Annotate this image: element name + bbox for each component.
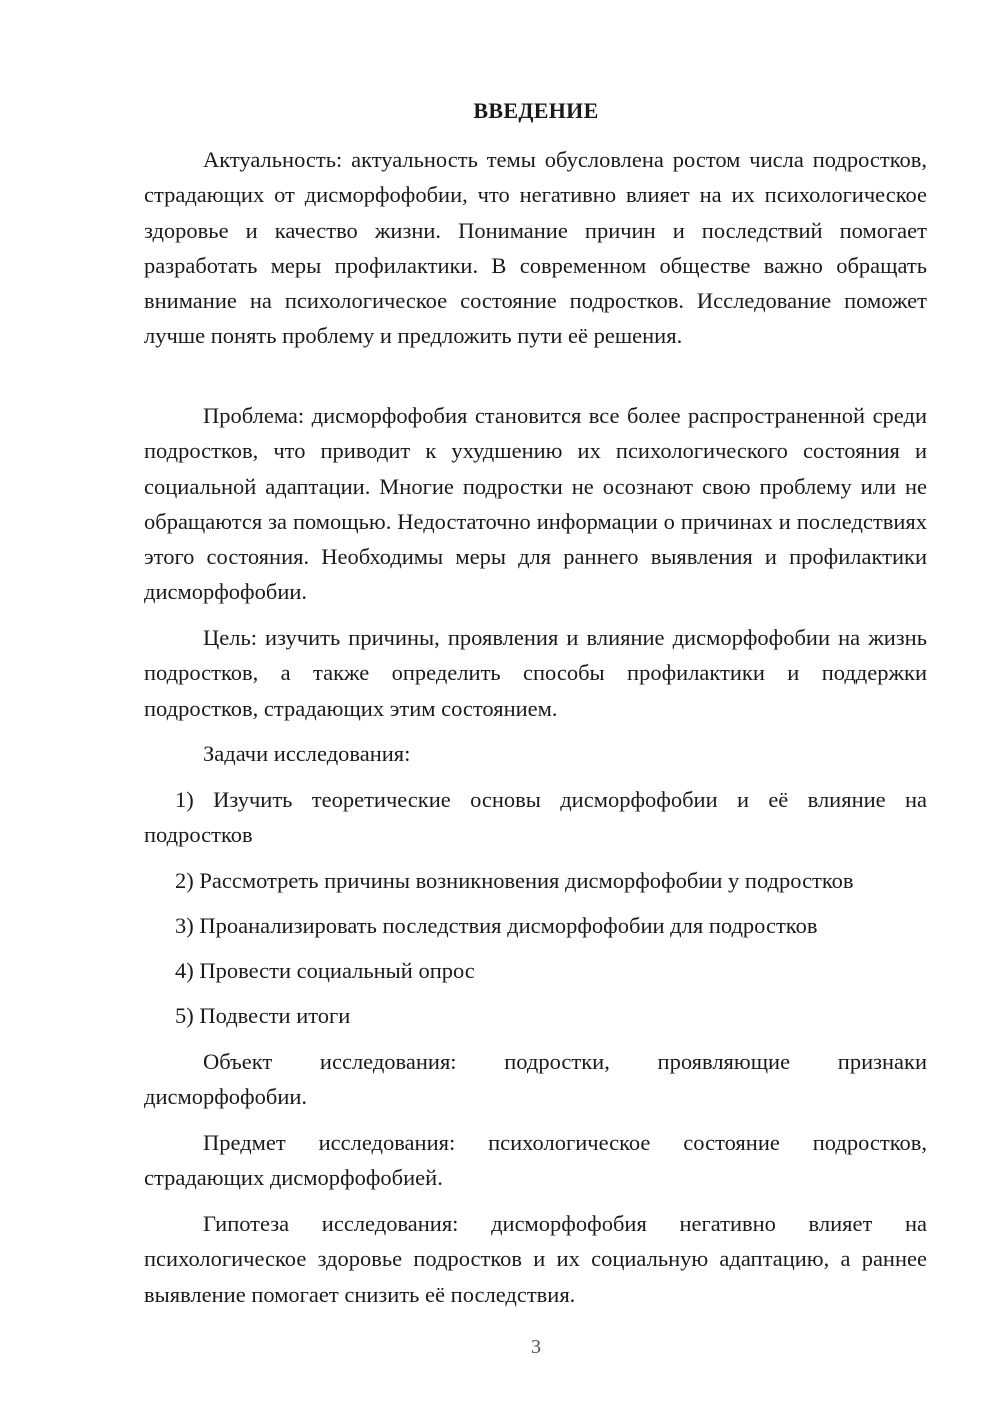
- page-title: ВВЕДЕНИЕ: [473, 98, 599, 123]
- object-paragraph: Объект исследования: подростки, проявляющие признаки дисморфофобии.: [144, 1049, 927, 1110]
- task-item-5: 5) Подвести итоги: [175, 1003, 351, 1028]
- relevance-paragraph: Актуальность: актуальность темы обусловлена ростом числа подростков, страдающих от дисморфофобии, что негативно влияет на их психологическое здоровье и качество жизни. Понимание причин и последствий помогает разработать меры профилактики. В современном обществе важно обращать внимание на психологическое состояние подростков. Исследование поможет лучше понять проблему и предложить пути её решения.: [144, 147, 927, 349]
- task-item-2: 2) Рассмотреть причины возникновения дисморфофобии у подростков: [175, 868, 854, 893]
- page-number: 3: [531, 1336, 541, 1358]
- subject-paragraph: Предмет исследования: психологическое состояние подростков, страдающих дисморфофобией.: [144, 1130, 927, 1191]
- hypothesis-paragraph: Гипотеза исследования: дисморфофобия негативно влияет на психологическое здоровье подростков и их социальную адаптацию, а раннее выявление помогает снизить её последствия.: [144, 1211, 927, 1307]
- task-item-1: 1) Изучить теоретические основы дисморфофобии и её влияние на подростков: [144, 787, 927, 848]
- task-item-3: 3) Проанализировать последствия дисморфофобии для подростков: [175, 913, 818, 938]
- tasks-heading: Задачи исследования:: [203, 741, 411, 766]
- problem-paragraph: Проблема: дисморфофобия становится все более распространенной среди подростков, что приводит к ухудшению их психологического состояния и социальной адаптации. Многие подростки не осознают свою проблему или не обращаются за помощью. Недостаточно информации о причинах и последствиях этого состояния. Необходимы меры для раннего выявления и профилактики дисморфофобии.: [144, 403, 927, 605]
- goal-paragraph: Цель: изучить причины, проявления и влияние дисморфофобии на жизнь подростков, а также определить способы профилактики и поддержки подростков, страдающих этим состоянием.: [144, 625, 927, 721]
- task-item-4: 4) Провести социальный опрос: [175, 958, 475, 983]
